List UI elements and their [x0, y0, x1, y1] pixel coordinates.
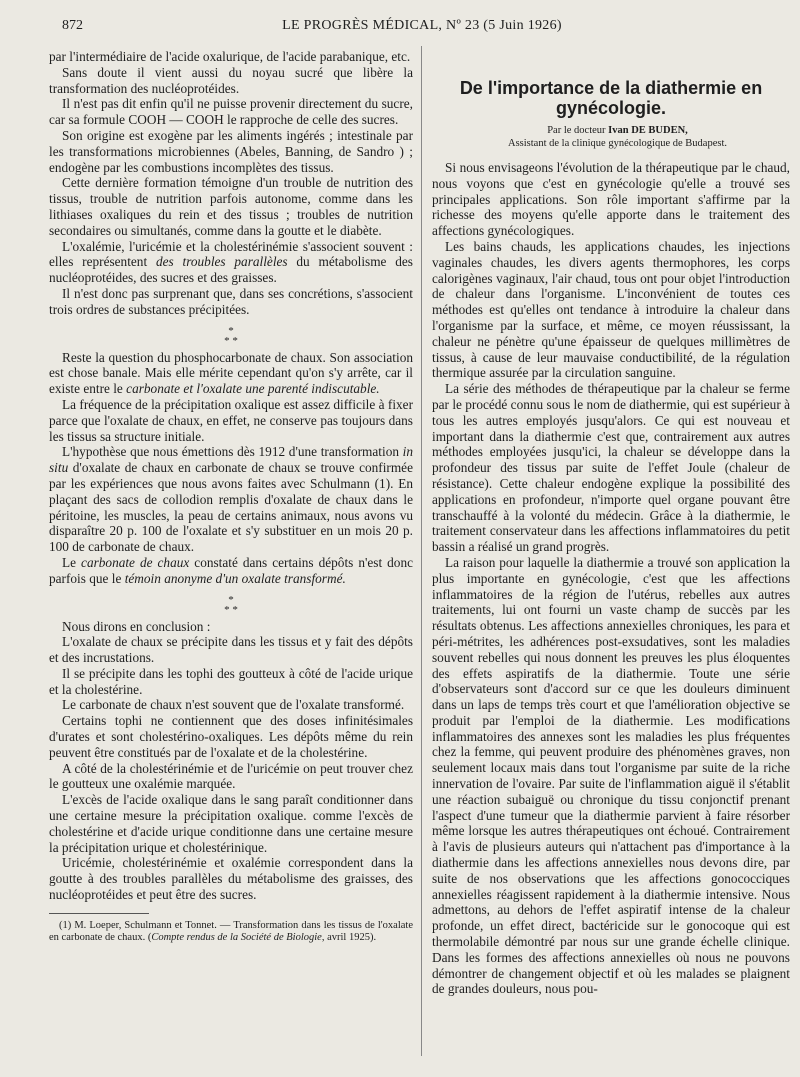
page-header [62, 18, 782, 40]
text-run: L'oxalémie, l'uricémie et la cholestérinémie s'associent souvent : elles représentent [49, 238, 413, 270]
right-column [432, 78, 790, 997]
text-run: (1) M. Loeper, Schulmann et Tonnet. — Transformation dans les tissus de l'oxalate en carbonate de chaux. ( [49, 919, 413, 943]
text-run: L'hypothèse que nous émettions dès 1912 d'une transformation [62, 444, 403, 460]
text-run: Le [62, 554, 82, 570]
paragraph [49, 555, 413, 587]
paragraph: par l'intermédiaire de l'acide oxalurique, de l'acide parabanique, etc. [49, 49, 411, 64]
paragraph: L'oxalate de chaux se précipite dans les tissus et y fait des dépôts et des incrustations. [49, 634, 413, 666]
article-title: De l'importance de la diathermie en gynécologie. [459, 78, 763, 118]
text-run: du métabolisme des nucléoprotéides, des sucres et des graisses. [49, 254, 413, 286]
text-run: , avril 1925). [321, 931, 377, 943]
italic-run: carbonate de chaux [81, 554, 190, 570]
byline [432, 124, 790, 137]
paragraph: Il n'est donc pas surprenant que, dans ses concrétions, s'associent trois ordres de substances précipitées. [49, 285, 413, 317]
paragraph: Son origine est exogène par les aliments ingérés ; intestinale par les transformations microbiennes (Abeles, Banning, de Sandro ) ; endogène par les combustions incomplètes des tissus. [49, 127, 413, 175]
paragraph: Nous dirons en conclusion : [62, 618, 211, 634]
paragraph: Il se précipite dans les tophi des goutteux à côté de l'acide urique et la cholestérine. [49, 665, 413, 697]
author-name: Ivan DE BUDEN, [608, 125, 688, 136]
paragraph: Cette dernière formation témoigne d'un trouble de nutrition des tissus, trouble de nutrition parfois autonome, comme dans les lithiases oxaliques du rein et des tissus ; troubles de nutrition secondaires ou simultanés, comme dans la goutte et le diabète. [49, 175, 413, 238]
text-run: constaté dans certains dépôts n'est donc parfois que le [49, 554, 413, 586]
paragraph: La raison pour laquelle la diathermie a trouvé son application la plus importante en gynécologie, c'est que les affections inflammatoires de la région de l'utérus, rebelles aux autres traitements, lui ont fourni un vaste champ de succès par les résultats obtenus. Les affections annexielles chroniques, les para et péri-métrites, les adhérences post-exsudatives, sont les maladies souvent rebelles qui nous donnent les preuves les plus éloquentes des effets aspiratifs de la diathermie. Toute une série d'observateurs sont d'accord sur ce que les douleurs diminuent dans un laps de temps très court et que l'amélioration objective se produit par l'emploi de la diathermie. Les modifications inflammatoires des annexes sont les maladies les plus fréquentes chez la femme, qui peuvent produire des phénomènes graves, non seulement locaux mais dans tout l'organisme par suite de la riche innervation de l'ovaire. Par suite de l'inflammation aiguë il s'établit une réaction subaiguë ou chronique du tissu conjonctif prenant l'aspect d'une tumeur que la diathermie parvient à faire résorber même lorsque les autres thérapeutiques ont échoué. Contrairement à l'avis de plusieurs auteurs qui n'attachent pas d'importance à la diathermie dans les affections annexielles nous devons dire, par suite de nos observations que les affections gonococciques annexielles réagissent rapidement à la diathermie intensive. Nous admettons, au dehors de l'effet aspiratif intense de la chaleur profonde, un effet direct, bactéricide sur le gonocoque qui est thermolabile démontré par nous sur une grande échelle clinique. Dans les formes des affections annexielles où nous ne pouvons démontrer de changement objectif et où les malades se plaignent de grandes douleurs, nous pou- [432, 554, 790, 997]
italic-run: des troubles parallèles [155, 254, 288, 270]
italic-run: in situ [49, 444, 413, 476]
footnote-rule [49, 913, 149, 914]
paragraph: Si nous envisageons l'évolution de la thérapeutique par le chaud, nous voyons que c'est en gynécologie qu'elle a trouvé ses principales applications. Son rôle important s'affirme par la richesse des moyens qu'elle apporte dans le traitement des affections gynécologiques. [432, 160, 790, 239]
text-run: Reste la question du phosphocarbonate de chaux. Son association est chose banale. Mais elle mérite cependant qu'on s'y arrête, car il existe entre le [49, 349, 413, 397]
section-separator-asterism: * * * [224, 324, 238, 347]
running-title: LE PROGRÈS MÉDICAL, Nº 23 (5 Juin 1926) [282, 18, 562, 33]
paragraph [49, 350, 413, 397]
paragraph: La fréquence de la précipitation oxalique est assez difficile à fixer parce que l'oxalate de chaux, en effet, ne conserve pas toujours dans les tissus sa structure initiale. [49, 396, 413, 444]
paragraph: Il n'est pas dit enfin qu'il ne puisse provenir directement du sucre, car sa formule COOH — COOH le rapproche de celle des sucres. [49, 96, 413, 128]
italic-run: témoin anonyme d'un oxalate transformé. [124, 570, 346, 586]
page-number: 872 [62, 18, 83, 33]
paragraph: A côté de la cholestérinémie et de l'uricémie on peut trouver chez le goutteux une oxalémie marquée. [49, 760, 413, 792]
left-column [49, 49, 413, 944]
paragraph: Les bains chauds, les applications chaudes, les injections vaginales chaudes, les divers agents thermophores, les corps calorigènes vaginaux, l'air chaud, tous ont pour objet l'introduction de chaleur dans l'organisme. L'inconvénient de toutes ces méthodes est qu'elles ont tendance à introduire la chaleur dans l'organisme par la surface, et même, ce moyen réussissant, la chaleur ne pénètre qu'une épaisseur de quelques millimètres de tissus, à cause de leur mauvaise conductibilité, de la régulation thermique assurée par la circulation sanguine. [432, 238, 790, 381]
section-separator-asterism: * * * [224, 593, 238, 616]
footnote [49, 920, 413, 944]
italic-run: Compte rendus de la Société de Biologie [151, 931, 322, 943]
paragraph: L'excès de l'acide oxalique dans le sang paraît conditionner dans une certaine mesure la précipitation oxalique. comme l'excès de cholestérine et d'acide urique conditionne dans une certaine mesure la précipitation urique et cholestérinique. [49, 792, 413, 855]
text-run: d'oxalate de chaux en carbonate de chaux se trouve confirmée par les expériences que nous avons faites avec Schulmann (1). En plaçant des sacs de collodion remplis d'oxalate de chaux dans le péritoine, les muscles, la peau de certains animaux, nous avons vu disparaître 20 p. 100 de l'oxalate et s'y substituer en un mois 20 p. 100 de carbonate de chaux. [49, 460, 413, 555]
paragraph: Uricémie, cholestérinémie et oxalémie correspondent dans la goutte à des troubles parallèles du métabolisme des graisses, des nucléoprotéides et peut être des sucres. [49, 855, 413, 903]
paragraph [49, 444, 413, 555]
author-affiliation: Assistant de la clinique gynécologique de Budapest. [508, 138, 727, 149]
paragraph: Le carbonate de chaux n'est souvent que de l'oxalate transformé. [62, 697, 405, 713]
column-divider [421, 46, 422, 1056]
byline-prefix: Par le docteur [547, 125, 609, 136]
paragraph: Sans doute il vient aussi du noyau sucré que libère la transformation des nucléoprotéides. [49, 64, 413, 96]
paragraph [49, 239, 413, 286]
paragraph: Certains tophi ne contiennent que des doses infinitésimales d'urates et sont cholestérino-oxaliques. Les dépôts même du rein peuvent être constitués par de l'oxalate et de la cholestérine. [49, 713, 413, 760]
italic-run: carbonate et l'oxalate une parenté indiscutable. [126, 381, 380, 397]
paragraph: La série des méthodes de thérapeutique par la chaleur se ferme par le procédé connu sous le nom de diathermie, qui est supérieur à tous les autres employés jusqu'alors. Ce qui est nouveau et important dans la diathermie c'est que, contrairement aux autres méthodes employées jusqu'ici, la chaleur se développe dans la profondeur des tissus par suite de l'effet Joule (chaleur de résistance). Cette chaleur endogène explique la possibilité des applications en profondeur, n'importe quel organe pouvant être transchauffé à la volonté du médecin. Grâce à la diathermie, le traitement conservateur dans les affections inflammatoires du petit bassin a réalisé un grand progrès. [432, 381, 790, 555]
